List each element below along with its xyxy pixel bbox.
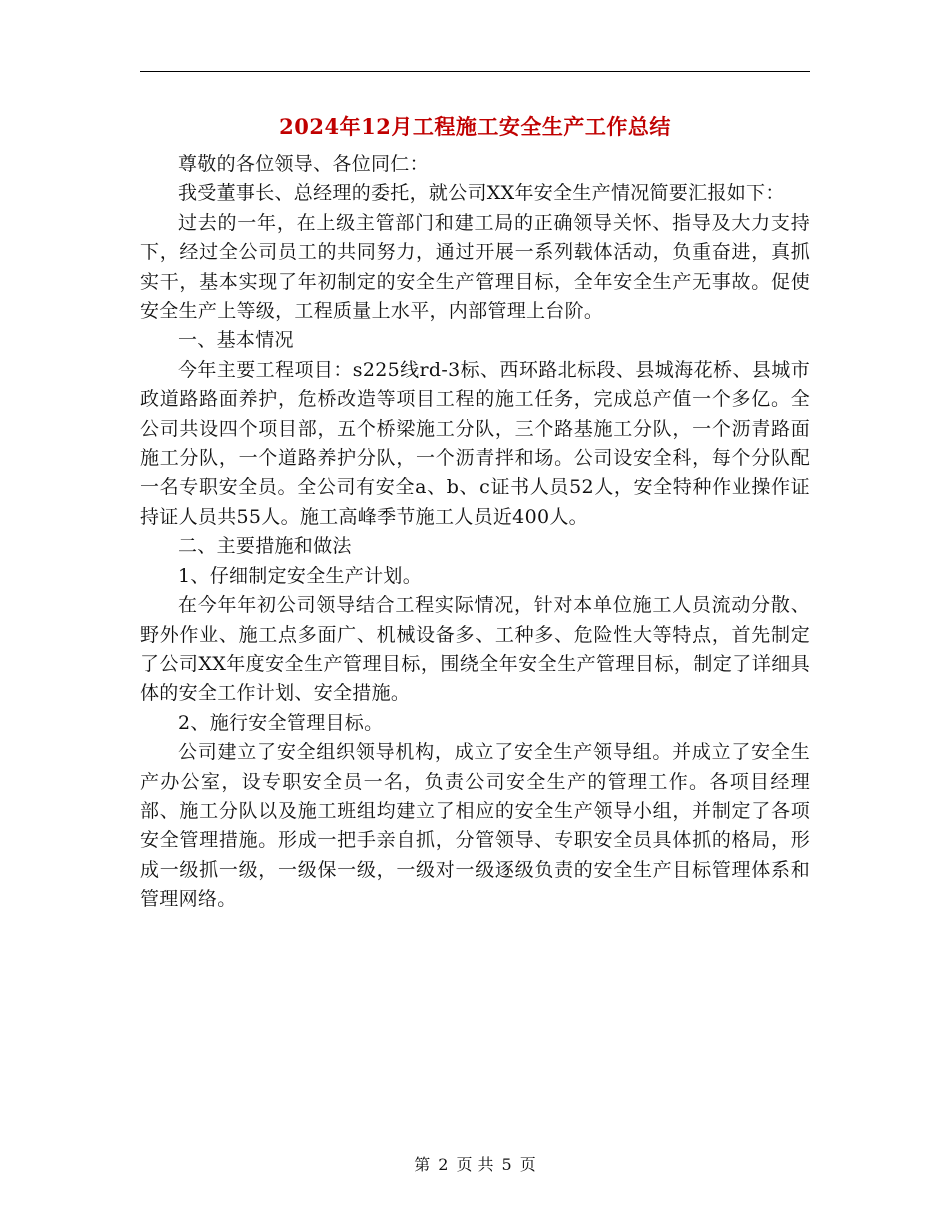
overview-paragraph: 过去的一年，在上级主管部门和建工局的正确领导关怀、指导及大力支持下，经过全公司员工的共同努力，通过开展一系列载体活动，负重奋进，真抓实干，基本实现了年初制定的安全生产管理目标，全年安全生产无事故。促使安全生产上等级，工程质量上水平，内部管理上台阶。 (140, 211, 810, 323)
section-heading-basic: 一、基本情况 (178, 329, 294, 352)
document-title: 2024年12月工程施工安全生产工作总结 (279, 114, 671, 139)
subheading-plan: 1、仔细制定安全生产计划。 (178, 564, 422, 587)
footer-total-pages: 5 (501, 1155, 512, 1174)
basic-situation-paragraph: 今年主要工程项目：s225线rd-3标、西环路北标段、县城海花桥、县城市政道路路面养护，危桥改造等项目工程的施工任务，完成总产值一个多亿。全公司共设四个项目部，五个桥梁施工分队，三个路基施工分队，一个沥青路面施工分队，一个道路养护分队，一个沥青拌和场。公司设安全科，每个分队配一名专职安全员。全公司有安全a、b、c证书人员52人，安全特种作业操作证持证人员共55人。施工高峰季节施工人员近400人。 (140, 358, 810, 528)
subheading-targets: 2、施行安全管理目标。 (178, 711, 384, 734)
intro-paragraph: 我受董事长、总经理的委托，就公司XX年安全生产情况简要汇报如下： (178, 182, 785, 205)
salutation: 尊敬的各位领导、各位同仁： (178, 153, 429, 175)
header-rule (140, 71, 810, 72)
targets-paragraph: 公司建立了安全组织领导机构，成立了安全生产领导组。并成立了安全生产办公室，设专职安全员一名，负责公司安全生产的管理工作。各项目经理部、施工分队以及施工班组均建立了相应的安全生产领导小组，并制定了各项安全管理措施。形成一把手亲自抓，分管领导、专职安全员具体抓的格局，形成一级抓一级，一级保一级，一级对一级逐级负责的安全生产目标管理体系和管理网络。 (140, 741, 810, 911)
document-body (140, 150, 810, 915)
page-footer (0, 1154, 950, 1176)
section-heading-measures: 二、主要措施和做法 (178, 535, 352, 558)
footer-mid: 页 共 (456, 1155, 494, 1174)
plan-paragraph: 在今年年初公司领导结合工程实际情况，针对本单位施工人员流动分散、野外作业、施工点多面广、机械设备多、工种多、危险性大等特点，首先制定了公司XX年度安全生产管理目标，围绕全年安全生产管理目标，制定了详细具体的安全工作计划、安全措施。 (140, 594, 810, 705)
footer-suffix: 页 (519, 1155, 536, 1174)
footer-current-page: 2 (438, 1155, 449, 1174)
footer-prefix: 第 (414, 1155, 431, 1174)
